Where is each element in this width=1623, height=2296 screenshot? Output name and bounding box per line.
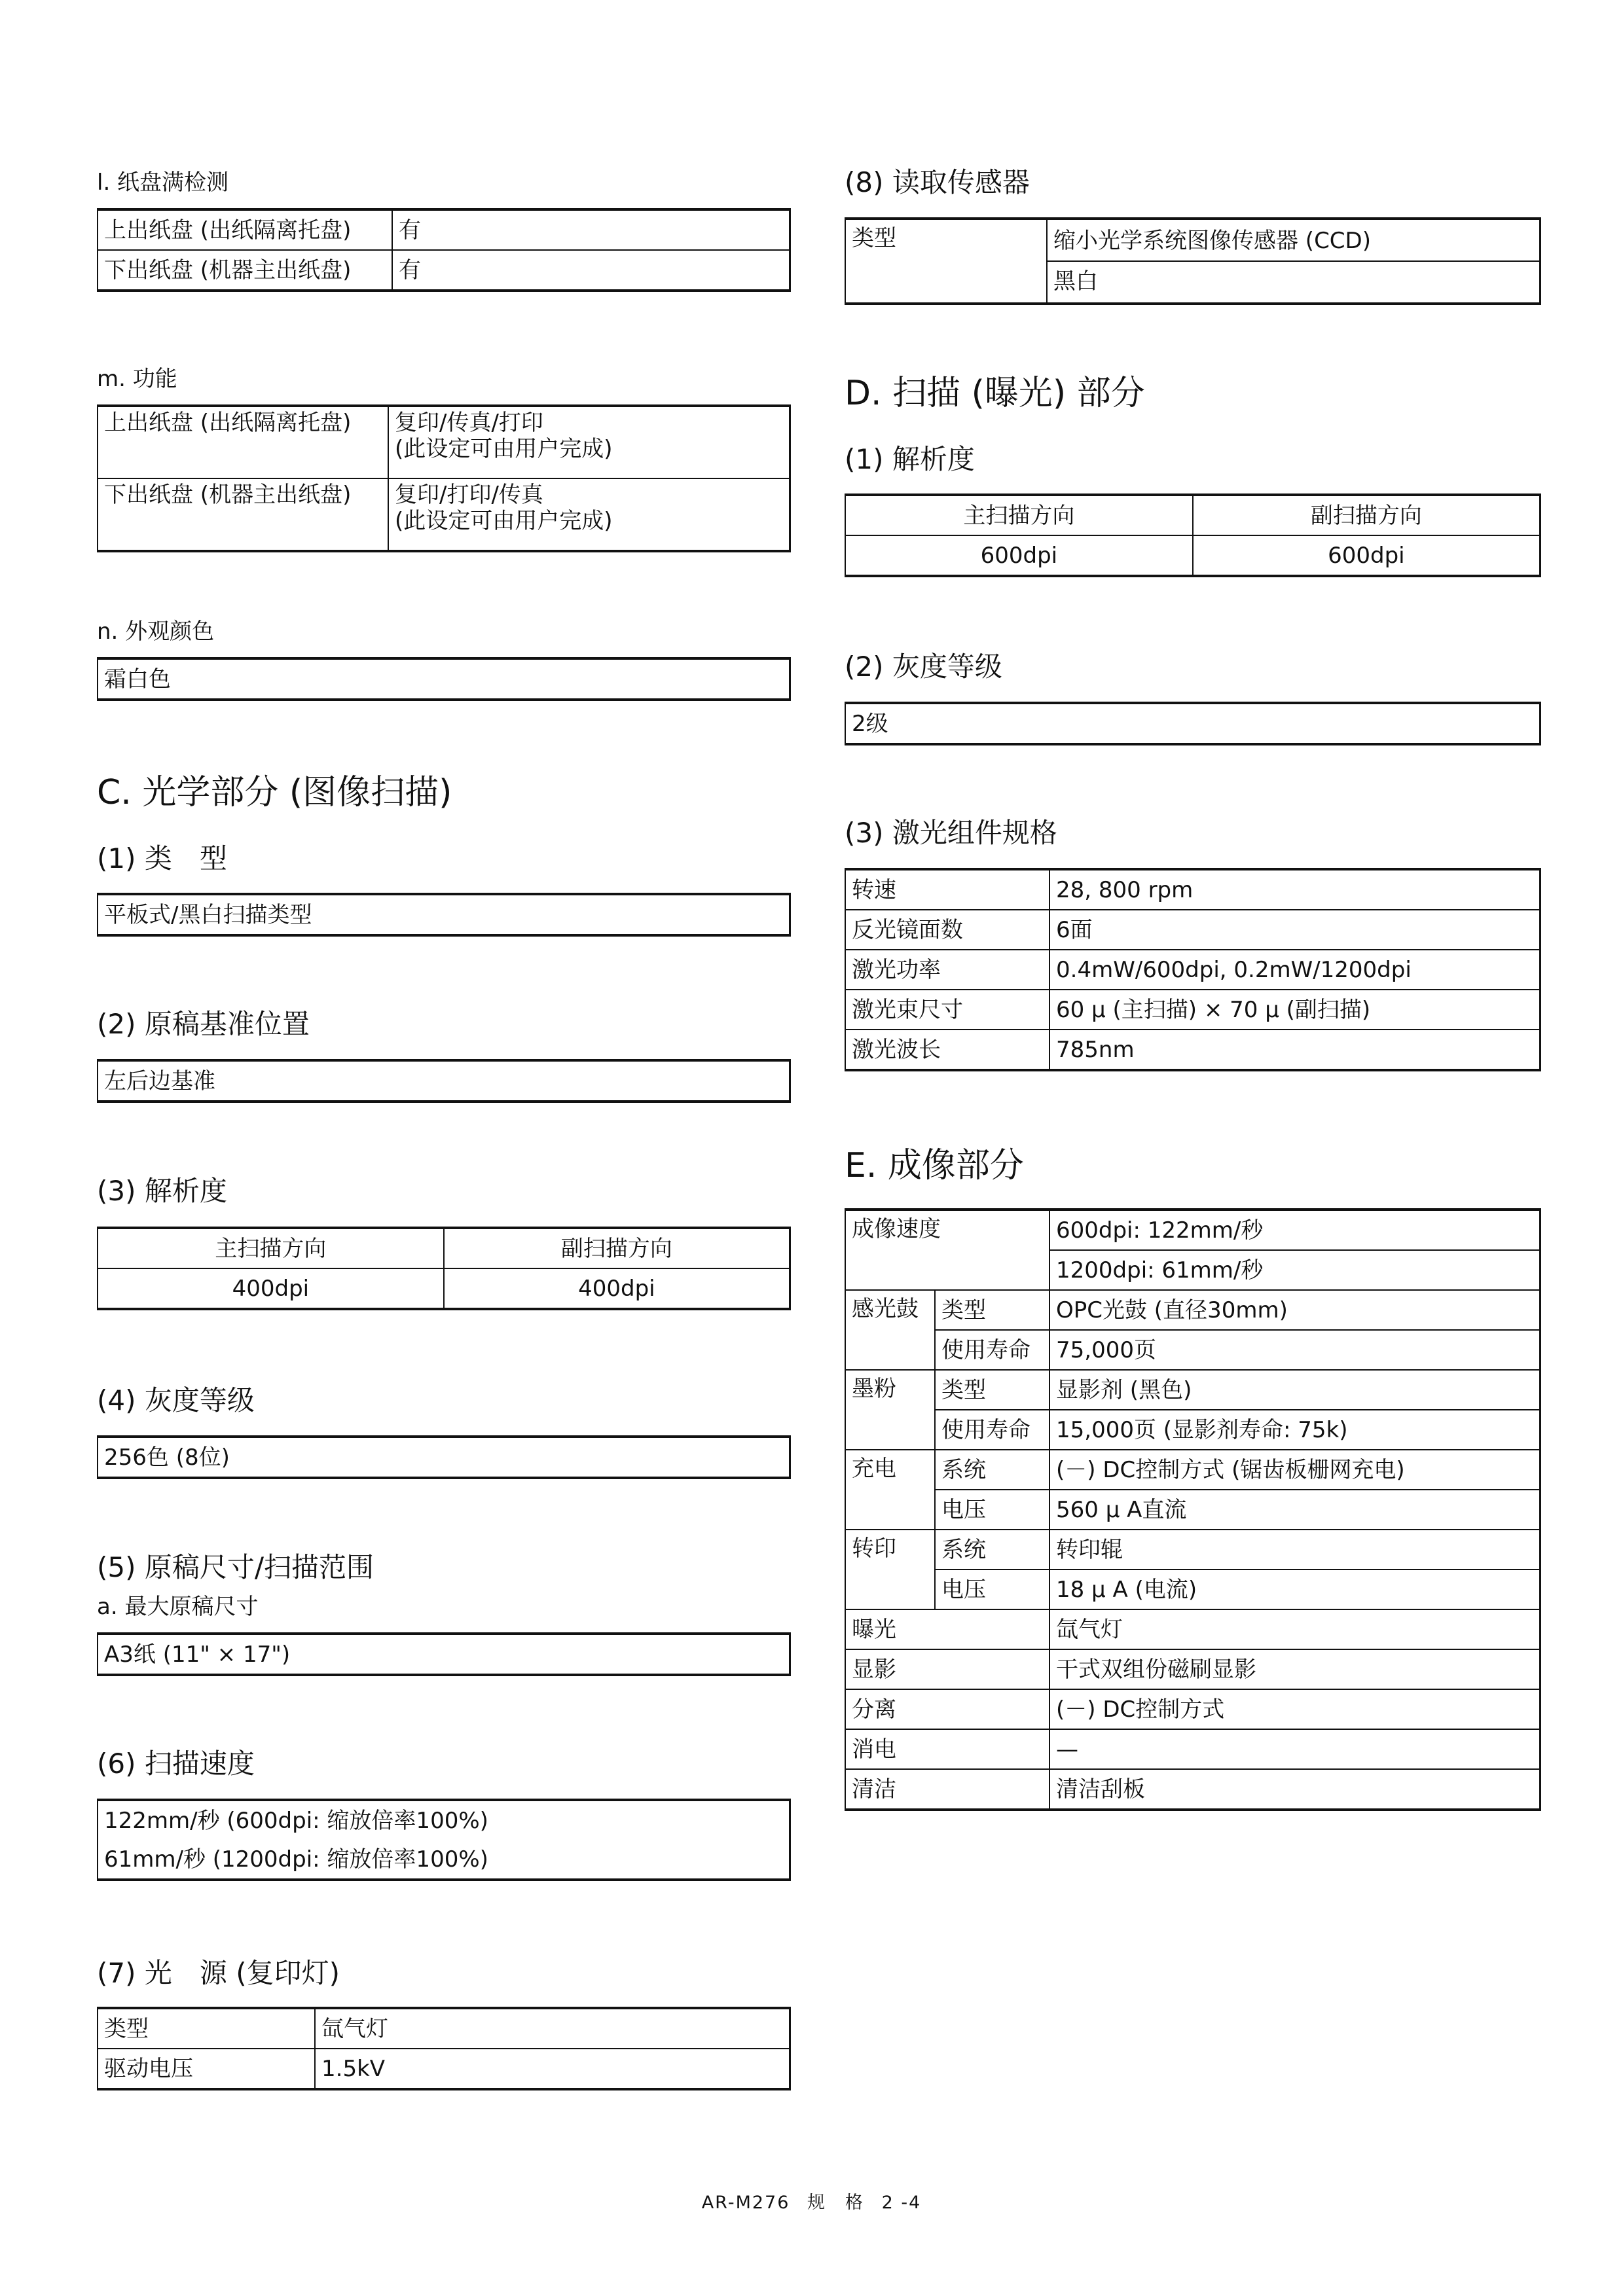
cell-subkey: 系统 [935, 1450, 1049, 1490]
subtitle-gray-level: (4) 灰度等级 [97, 1384, 255, 1416]
cell-key: 驱动电压 [98, 2049, 315, 2089]
cell-line: 缩小光学系统图像传感器 (CCD) [1048, 221, 1539, 262]
cell-value: 干式双组份磁刷显影 [1049, 1649, 1541, 1689]
table-row [98, 2008, 790, 2049]
table-row [98, 1268, 790, 1309]
cell-value: 平板式/黑白扫描类型 [98, 894, 790, 935]
table-scan-speed [97, 1799, 791, 1881]
table-row [845, 1729, 1541, 1769]
column-header: 主扫描方向 [845, 495, 1193, 535]
table-row [845, 1290, 1541, 1330]
cell-key: 清洁 [845, 1769, 1049, 1810]
cell-key: 上出纸盘 (出纸隔离托盘) [98, 209, 392, 250]
table-light-source [97, 2007, 791, 2090]
table-gray-level [845, 702, 1541, 745]
table-header-row [845, 495, 1541, 535]
cell-line: 复印/打印/传真 [395, 482, 543, 508]
table-gray-level [97, 1435, 791, 1479]
cell-value: 28, 800 rpm [1049, 869, 1541, 910]
table-row [845, 1649, 1541, 1689]
cell-key: 消电 [845, 1729, 1049, 1769]
table-imaging [845, 1208, 1541, 1811]
table-row [845, 1689, 1541, 1729]
table-row [845, 910, 1541, 950]
table-row [98, 209, 790, 250]
cell-value [388, 406, 790, 478]
subtitle-read-sensor: (8) 读取传感器 [845, 166, 1030, 198]
cell-key: 转速 [845, 869, 1049, 910]
cell-key: 分离 [845, 1689, 1049, 1729]
cell-value: 15,000页 (显影剂寿命: 75k) [1049, 1410, 1541, 1450]
cell-value: 600dpi [845, 535, 1193, 576]
table-row [845, 990, 1541, 1030]
table-row [845, 869, 1541, 910]
table-row [845, 1530, 1541, 1570]
table-row [845, 950, 1541, 990]
page-footer [0, 2188, 1623, 2214]
label-tray-full-detect: l. 纸盘满检测 [97, 170, 229, 196]
cell-value [388, 478, 790, 551]
subtitle-gray-level: (2) 灰度等级 [845, 651, 1002, 683]
cell-key: 充电 [845, 1450, 935, 1530]
section-title-scan: D. 扫描 (曝光) 部分 [845, 374, 1145, 413]
cell-key: 下出纸盘 (机器主出纸盘) [98, 478, 388, 551]
cell-value: A3纸 (11" × 17") [98, 1634, 790, 1675]
cell-subkey: 类型 [935, 1370, 1049, 1410]
cell-value: 600dpi: 122mm/秒 [1049, 1210, 1541, 1250]
table-row [845, 1330, 1541, 1370]
table-row [98, 406, 790, 478]
footer-section: 规 格 [807, 2193, 865, 2213]
cell-value: 122mm/秒 (600dpi: 缩放倍率100%) [98, 1800, 790, 1840]
cell-value: 有 [392, 250, 790, 291]
table-row [845, 1570, 1541, 1609]
cell-value: (－) DC控制方式 [1049, 1689, 1541, 1729]
cell-key: 显影 [845, 1649, 1049, 1689]
table-row [845, 535, 1541, 576]
table-row [845, 1370, 1541, 1410]
cell-key: 转印 [845, 1530, 935, 1609]
cell-value: 1200dpi: 61mm/秒 [1049, 1250, 1541, 1290]
cell-key: 上出纸盘 (出纸隔离托盘) [98, 406, 388, 478]
cell-value: 785nm [1049, 1030, 1541, 1070]
cell-key: 类型 [98, 2008, 315, 2049]
table-header-row [98, 1228, 790, 1268]
cell-subkey: 使用寿命 [935, 1410, 1049, 1450]
table-row [845, 219, 1541, 304]
cell-value: 转印辊 [1049, 1530, 1541, 1570]
table-exterior-color [97, 657, 791, 701]
subtitle-original-size: (5) 原稿尺寸/扫描范围 [97, 1551, 374, 1583]
cell-value: 0.4mW/600dpi, 0.2mW/1200dpi [1049, 950, 1541, 990]
table-max-original [97, 1632, 791, 1676]
cell-value-group [1047, 219, 1541, 304]
cell-subkey: 类型 [935, 1290, 1049, 1330]
table-tray-full-detect [97, 208, 791, 292]
cell-value: 60 μ (主扫描) × 70 μ (副扫描) [1049, 990, 1541, 1030]
cell-value: 2级 [845, 703, 1541, 744]
cell-value: 有 [392, 209, 790, 250]
cell-value: 氙气灯 [315, 2008, 790, 2049]
cell-value: 清洁刮板 [1049, 1769, 1541, 1810]
cell-value: 显影剂 (黑色) [1049, 1370, 1541, 1410]
cell-line: (此设定可由用户完成) [395, 436, 613, 462]
section-title-optical: C. 光学部分 (图像扫描) [97, 773, 452, 812]
subtitle-type: (1) 类 型 [97, 842, 227, 874]
cell-value: OPC光鼓 (直径30mm) [1049, 1290, 1541, 1330]
cell-value: 75,000页 [1049, 1330, 1541, 1370]
table-row [845, 1030, 1541, 1070]
cell-value: 6面 [1049, 910, 1541, 950]
column-header: 副扫描方向 [1193, 495, 1541, 535]
cell-key: 下出纸盘 (机器主出纸盘) [98, 250, 392, 291]
cell-value: 400dpi [98, 1268, 444, 1309]
cell-value: 氙气灯 [1049, 1609, 1541, 1649]
table-row [845, 1490, 1541, 1530]
cell-key: 激光波长 [845, 1030, 1049, 1070]
subtitle-resolution: (1) 解析度 [845, 443, 975, 475]
label-exterior-color: n. 外观颜色 [97, 619, 215, 645]
cell-value: 霜白色 [98, 658, 790, 700]
cell-key: 反光镜面数 [845, 910, 1049, 950]
table-resolution [845, 493, 1541, 577]
cell-line: (此设定可由用户完成) [395, 508, 613, 534]
cell-line: 复印/传真/打印 [395, 410, 543, 436]
cell-key: 曝光 [845, 1609, 1049, 1649]
table-row [98, 1840, 790, 1880]
subtitle-light-source: (7) 光 源 (复印灯) [97, 1957, 340, 1989]
column-header: 副扫描方向 [444, 1228, 790, 1268]
label-function: m. 功能 [97, 366, 177, 392]
table-row [845, 1769, 1541, 1810]
table-function [97, 404, 791, 552]
table-resolution [97, 1227, 791, 1310]
cell-subkey: 电压 [935, 1490, 1049, 1530]
table-row [98, 2049, 790, 2089]
cell-subkey: 使用寿命 [935, 1330, 1049, 1370]
subtitle-reference-position: (2) 原稿基准位置 [97, 1008, 310, 1040]
table-row [98, 1800, 790, 1840]
cell-value: 18 μ A (电流) [1049, 1570, 1541, 1609]
cell-value: 600dpi [1193, 535, 1541, 576]
table-row [845, 1210, 1541, 1250]
label-max-original: a. 最大原稿尺寸 [97, 1594, 259, 1620]
cell-key: 成像速度 [845, 1210, 1049, 1290]
subtitle-laser-unit: (3) 激光组件规格 [845, 817, 1057, 849]
table-row [845, 1609, 1541, 1649]
cell-key: 墨粉 [845, 1370, 935, 1450]
section-title-imaging: E. 成像部分 [845, 1146, 1024, 1185]
subtitle-resolution: (3) 解析度 [97, 1175, 227, 1207]
cell-subkey: 电压 [935, 1570, 1049, 1609]
cell-subkey: 系统 [935, 1530, 1049, 1570]
cell-value: 400dpi [444, 1268, 790, 1309]
table-reference-position [97, 1059, 791, 1103]
subtitle-scan-speed: (6) 扫描速度 [97, 1748, 255, 1780]
cell-key: 类型 [845, 219, 1047, 304]
cell-value: — [1049, 1729, 1541, 1769]
cell-key: 激光功率 [845, 950, 1049, 990]
table-read-sensor [845, 217, 1541, 305]
cell-line: 黑白 [1053, 268, 1098, 295]
cell-value: 左后边基准 [98, 1060, 790, 1102]
table-row [845, 1410, 1541, 1450]
table-type [97, 893, 791, 937]
cell-value: 560 μ A直流 [1049, 1490, 1541, 1530]
cell-value: (－) DC控制方式 (锯齿板栅网充电) [1049, 1450, 1541, 1490]
footer-page-number: 2 -4 [881, 2193, 922, 2213]
table-row [98, 250, 790, 291]
table-laser-unit [845, 868, 1541, 1071]
cell-value: 256色 (8位) [98, 1437, 790, 1478]
table-row [98, 478, 790, 551]
footer-model: AR-M276 [701, 2193, 790, 2213]
column-header: 主扫描方向 [98, 1228, 444, 1268]
cell-key: 激光束尺寸 [845, 990, 1049, 1030]
table-row [845, 1450, 1541, 1490]
cell-value: 61mm/秒 (1200dpi: 缩放倍率100%) [98, 1840, 790, 1880]
cell-value: 1.5kV [315, 2049, 790, 2089]
cell-key: 感光鼓 [845, 1290, 935, 1370]
